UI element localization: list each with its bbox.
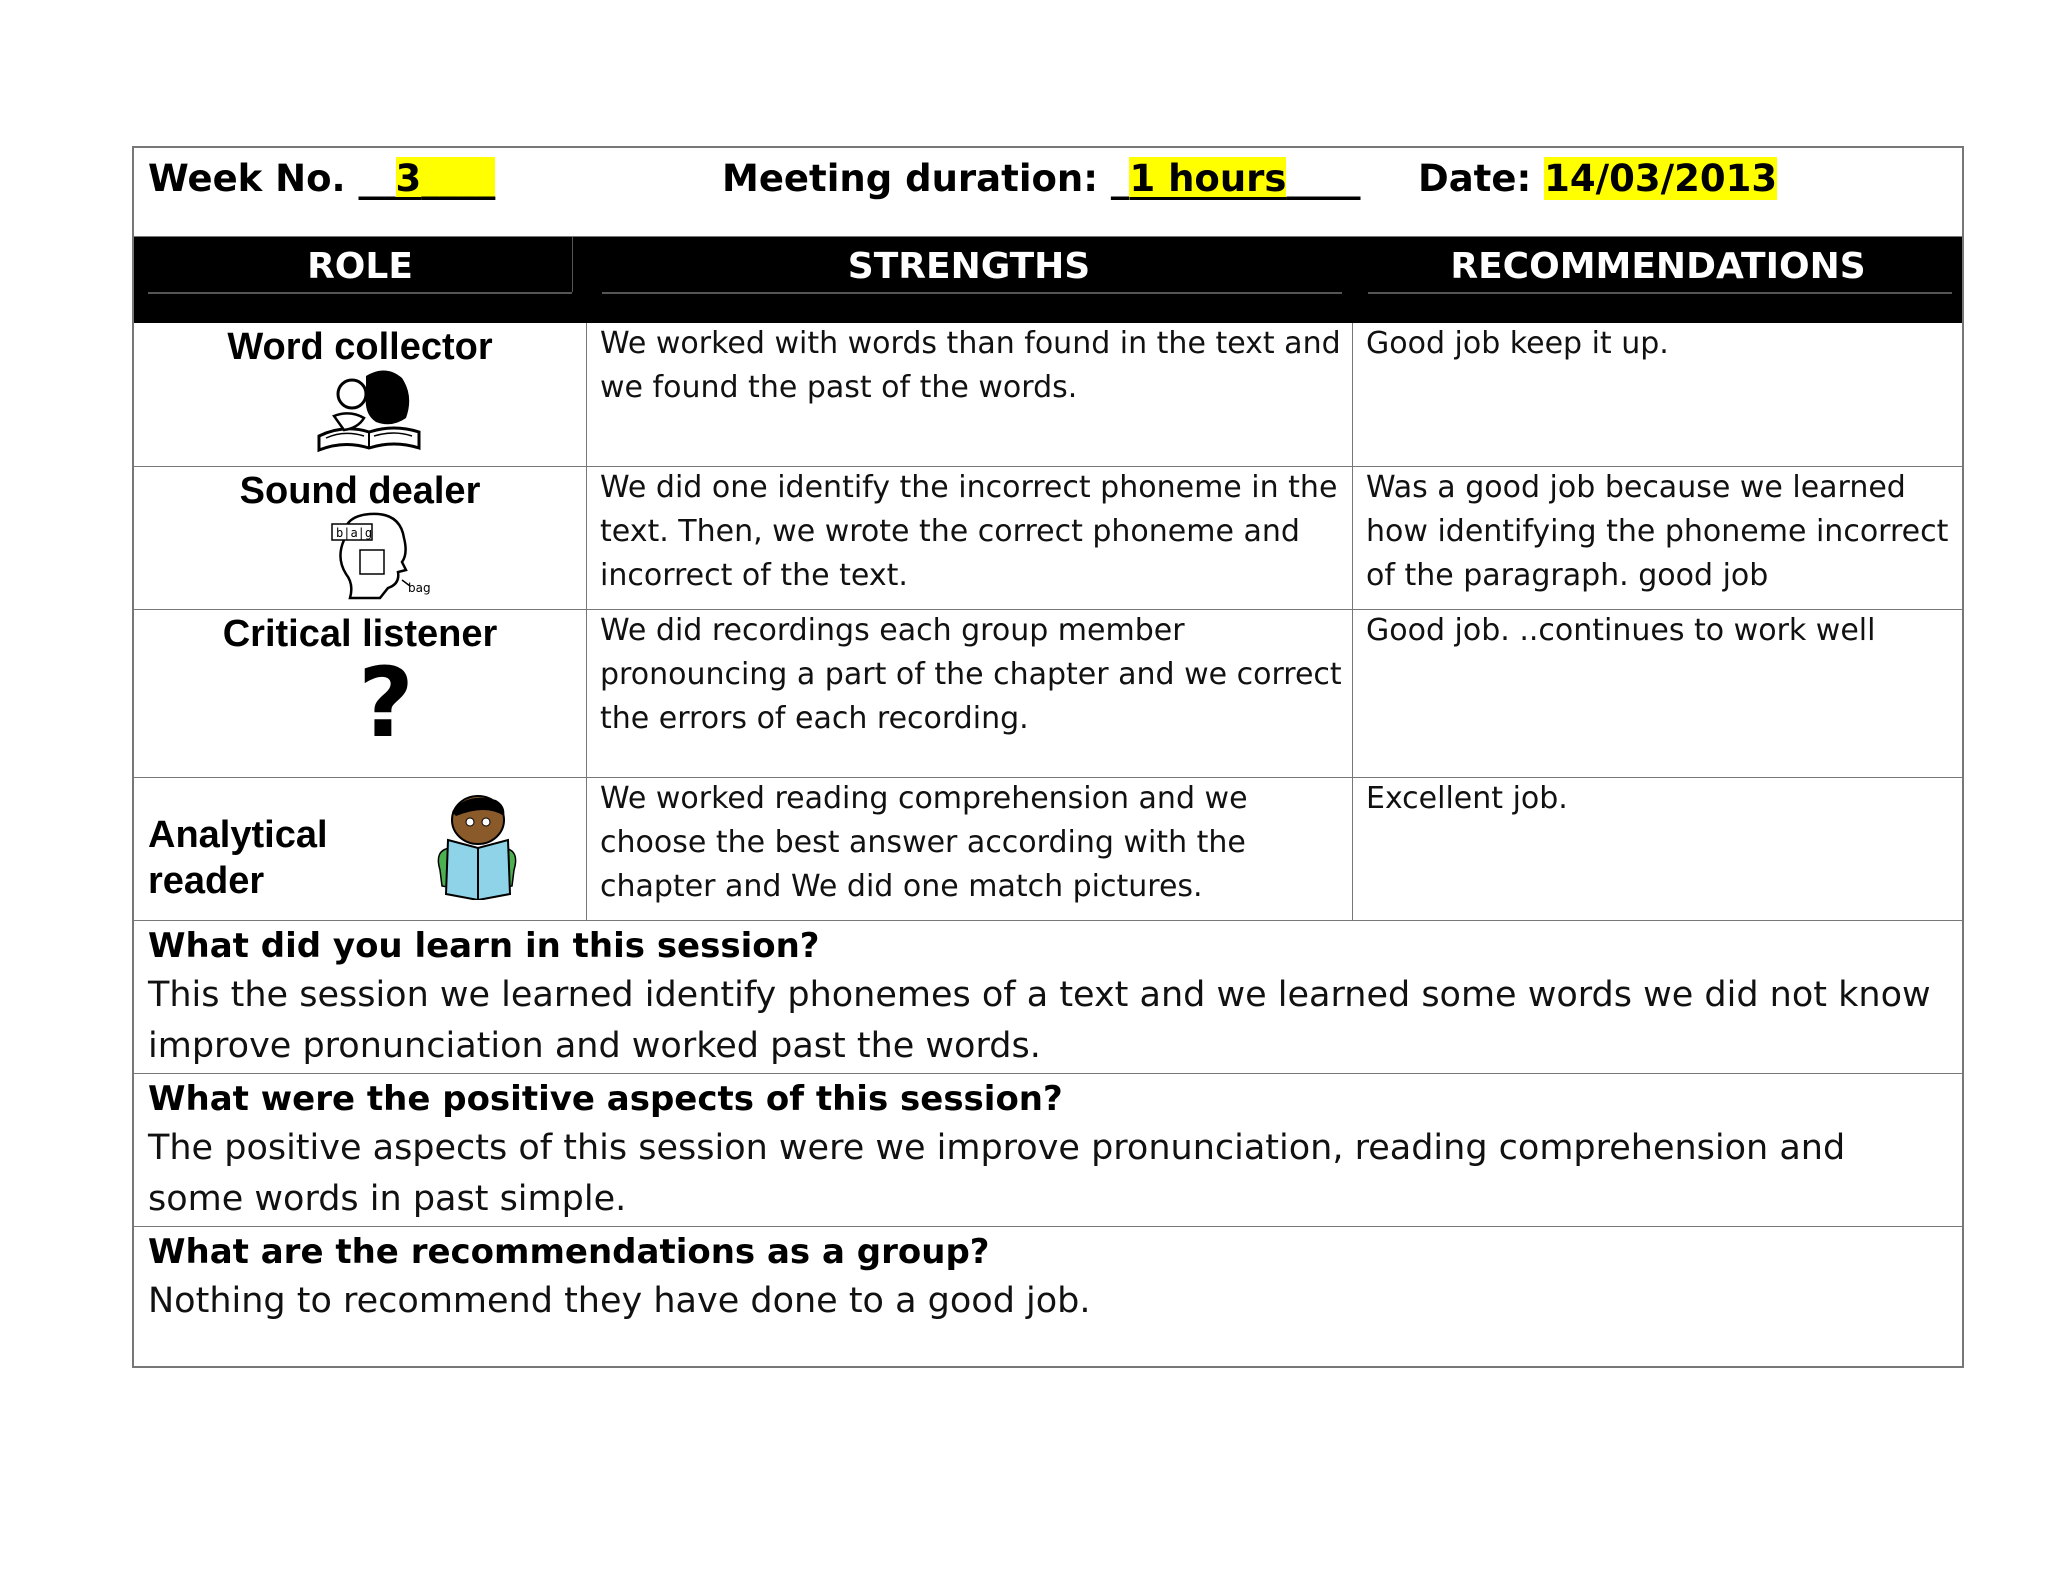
head-sound-icon [324,510,436,600]
role-analytical-reader [148,812,328,904]
role-analytical-reader-line2: reader [148,860,265,902]
column-header-strengths: STRENGTHS [847,246,1091,287]
strengths-analytical-reader: We worked reading comprehension and we choose the best answer according with the chapter and We did one match pictures. [600,781,1248,904]
question-mark-icon: ? [358,647,414,759]
band-underline [148,292,572,294]
role-analytical-reader-line1: Analytical [148,814,328,856]
divider [134,920,1962,921]
child-reading-icon [426,790,526,900]
divider [134,1073,1962,1074]
divider [134,236,1962,237]
date-value: 14/03/2013 [1544,157,1778,200]
question-title: What are the recommendations as a group? [148,1232,990,1272]
recommendations-critical-listener: Good job. ..continues to work well [1366,613,1876,648]
question-answer: The positive aspects of this session were we improve pronunciation, reading comprehension and some words in past simple. [148,1128,1846,1219]
duration-label: Meeting duration: _ [722,157,1130,200]
question-answer: This the session we learned identify phonemes of a text and we learned some words we did not know improve pronunciation and worked past the words. [148,975,1931,1066]
column-header-band [134,236,1962,323]
question-title: What were the positive aspects of this session? [148,1079,1063,1119]
week-value: 3 [395,157,422,200]
duration-value: 1 hours [1129,157,1287,200]
band-underline [1368,292,1952,294]
column-header-role: ROLE [307,246,413,287]
role-report-table [132,146,1964,1368]
strengths-sound-dealer: We did one identify the incorrect phoneme in the text. Then, we wrote the correct phoneme and incorrect of the text. [600,470,1338,593]
question-title: What did you learn in this session? [148,926,820,966]
question-learned [148,922,1948,1072]
role-critical-listener: Critical listener [222,613,498,655]
column-divider [586,323,587,920]
header-row [134,148,1962,236]
band-divider [572,236,573,292]
meeting-duration [722,154,1360,204]
column-divider [1352,323,1353,920]
svg-text:bag: bag [408,581,431,595]
recommendations-sound-dealer: Was a good job because we learned how identifying the phoneme incorrect of the paragraph. good job [1366,470,1949,593]
question-answer: Nothing to recommend they have done to a good job. [148,1281,1091,1321]
band-underline [602,292,1342,294]
recommendations-word-collector: Good job keep it up. [1366,326,1669,361]
meeting-date [1418,154,1777,204]
week-tail: ____ [421,157,496,200]
role-word-collector: Word collector [227,326,493,368]
question-positive-aspects [148,1075,1948,1225]
recommendations-analytical-reader: Excellent job. [1366,781,1568,816]
svg-text:b|a|g: b|a|g [336,526,373,540]
question-recommendations [148,1228,1948,1327]
divider [134,1226,1962,1227]
book-reader-icon [314,366,424,454]
role-sound-dealer: Sound dealer [239,470,481,512]
duration-tail: ____ [1286,157,1361,200]
strengths-word-collector: We worked with words than found in the text and we found the past of the words. [600,326,1341,405]
column-header-recommendations: RECOMMENDATIONS [1450,246,1866,287]
week-label: Week No. __ [148,157,396,200]
date-label: Date: [1418,157,1545,200]
week-number [148,154,495,204]
strengths-critical-listener: We did recordings each group member pronouncing a part of the chapter and we correct the errors of each recording. [600,613,1342,736]
